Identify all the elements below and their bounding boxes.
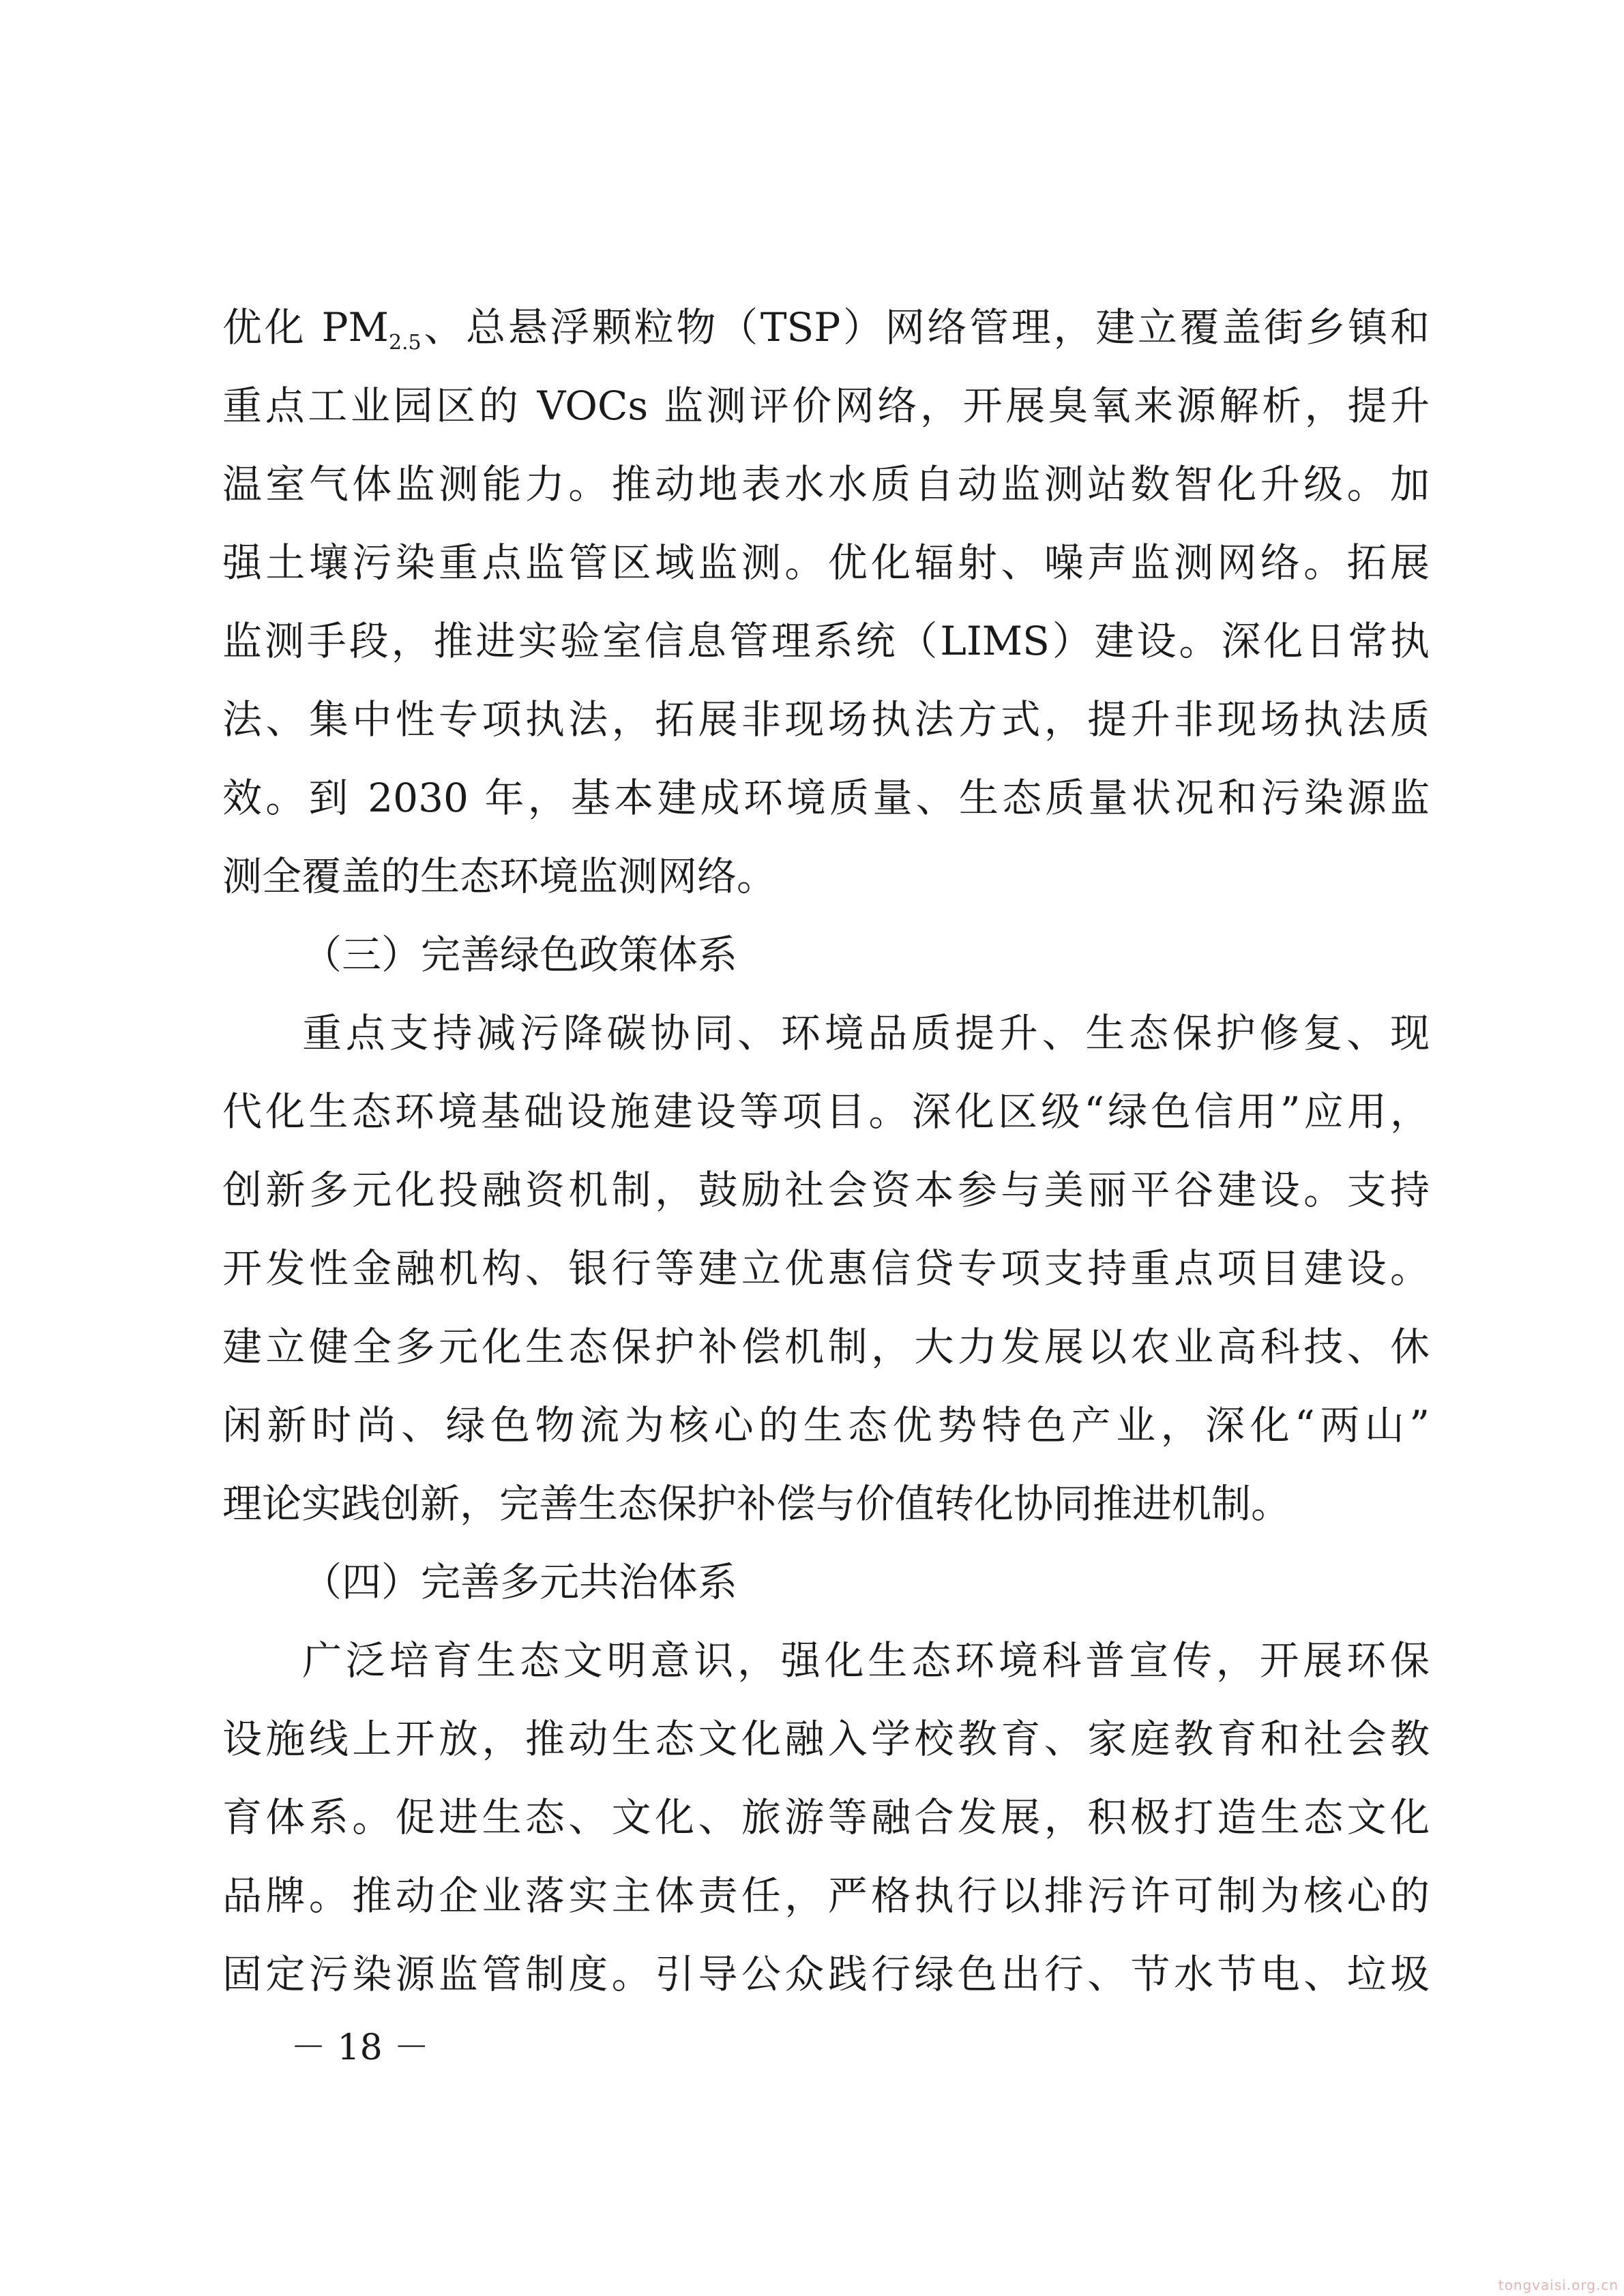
section-heading-4: （四）完善多元共治体系: [302, 1559, 738, 1605]
paragraph-line: 重点支持减污降碳协同、环境品质提升、生态保护修复、现: [302, 1010, 1430, 1056]
paragraph-line: 法、集中性专项执法，拓展非现场执法方式，提升非现场执法质: [222, 696, 1430, 743]
text-fragment: 、总悬浮颗粒物（TSP）网络管理，建立覆盖街乡镇和: [421, 304, 1430, 351]
paragraph-line: 广泛培育生态文明意识，强化生态环境科普宣传，开展环保: [302, 1637, 1430, 1684]
paragraph-line: 建立健全多元化生态保护补偿机制，大力发展以农业高科技、休: [222, 1324, 1430, 1370]
page-number: － 18 －: [291, 2027, 430, 2068]
paragraph-line: 监测手段，推进实验室信息管理系统（LIMS）建设。深化日常执: [222, 618, 1430, 664]
paragraph-line: 温室气体监测能力。推动地表水水质自动监测站数智化升级。加: [222, 461, 1430, 507]
paragraph-line: 育体系。促进生态、文化、旅游等融合发展，积极打造生态文化: [222, 1794, 1430, 1840]
paragraph-line: 测全覆盖的生态环境监测网络。: [222, 853, 777, 899]
paragraph-line: 开发性金融机构、银行等建立优惠信贷专项支持重点项目建设。: [222, 1245, 1430, 1292]
paragraph-line: 效。到 2030 年，基本建成环境质量、生态质量状况和污染源监: [222, 775, 1430, 821]
subscript: 2.5: [388, 331, 422, 355]
paragraph-line: 固定污染源监管制度。引导公众践行绿色出行、节水节电、垃圾: [222, 1951, 1430, 1997]
paragraph-line: 理论实践创新，完善生态保护补偿与价值转化协同推进机制。: [222, 1480, 1291, 1527]
watermark: tongvaisi.org.cn: [1498, 2277, 1619, 2293]
paragraph-line: 设施线上开放，推动生态文化融入学校教育、家庭教育和社会教: [222, 1716, 1430, 1762]
paragraph-line: [222, 300, 1430, 355]
paragraph-line: 创新多元化投融资机制，鼓励社会资本参与美丽平谷建设。支持: [222, 1167, 1430, 1213]
paragraph-line: 重点工业园区的 VOCs 监测评价网络，开展臭氧来源解析，提升: [222, 383, 1430, 429]
paragraph-line: 强土壤污染重点监管区域监测。优化辐射、噪声监测网络。拓展: [222, 539, 1430, 586]
section-heading-3: （三）完善绿色政策体系: [302, 931, 738, 978]
text-fragment: 优化 PM: [222, 304, 389, 351]
paragraph-line: 闲新时尚、绿色物流为核心的生态优势特色产业，深化“两山”: [222, 1402, 1430, 1448]
paragraph-line: 代化生态环境基础设施建设等项目。深化区级“绿色信用”应用，: [222, 1088, 1430, 1135]
paragraph-line: 品牌。推动企业落实主体责任，严格执行以排污许可制为核心的: [222, 1873, 1430, 1919]
